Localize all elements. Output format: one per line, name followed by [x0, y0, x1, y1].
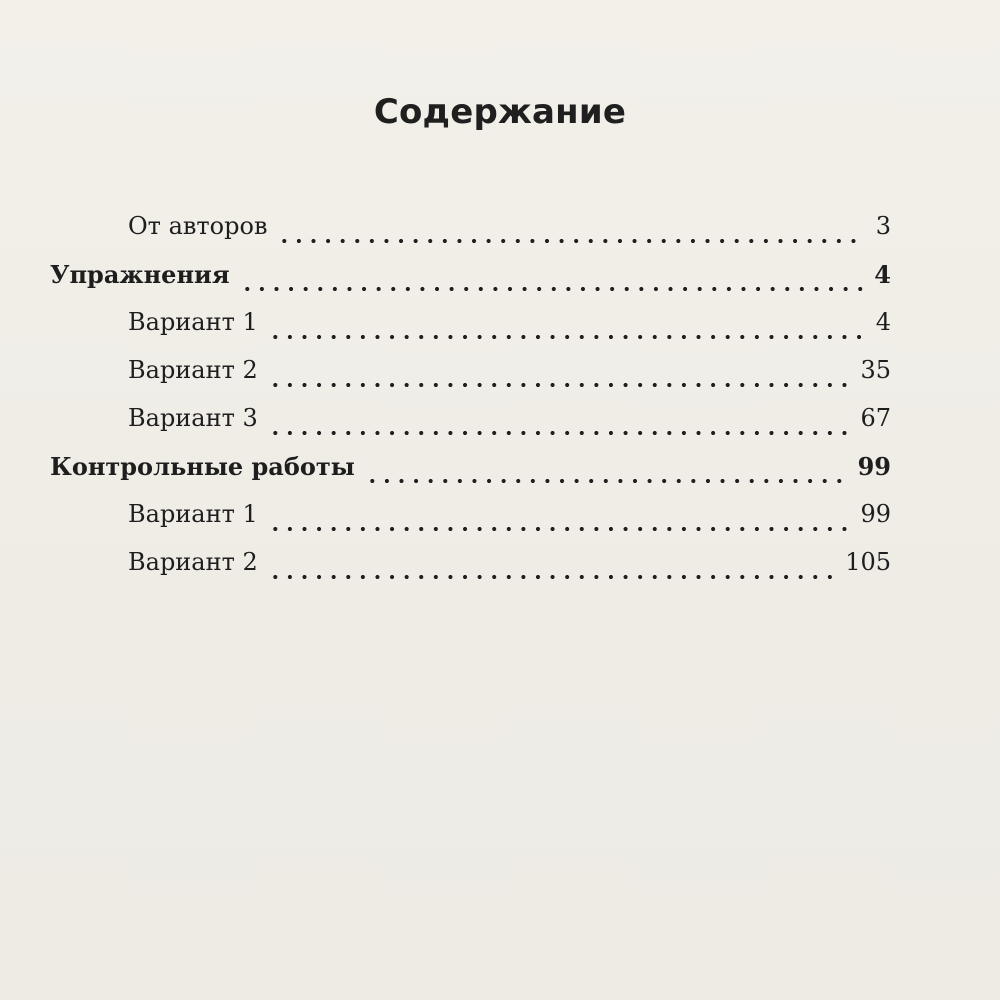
dot-leader: [268, 575, 835, 579]
dot-leader: [240, 287, 865, 291]
page-title: Содержание: [373, 92, 627, 132]
toc-entry-label: От авторов: [128, 212, 268, 240]
dot-leader: [268, 527, 851, 531]
toc-entry-page: 4: [875, 308, 891, 336]
toc-entry-label: Вариант 1: [128, 500, 258, 528]
toc-entry-page: 99: [857, 452, 891, 481]
toc-entry-page: 35: [860, 356, 891, 384]
toc-entry-label: Контрольные работы: [50, 452, 355, 481]
toc-entry-exercises-variant-2: [128, 356, 891, 396]
toc-entry-tests-variant-2: [128, 548, 891, 588]
toc-entry-label: Упражнения: [50, 260, 230, 289]
toc-entry-page: 99: [860, 500, 891, 528]
toc-entry-tests: [50, 452, 891, 492]
toc-entry-page: 3: [875, 212, 891, 240]
toc-entry-label: Вариант 2: [128, 356, 258, 384]
toc-entry-exercises-variant-1: [128, 308, 891, 348]
toc-entry-label: Вариант 3: [128, 404, 258, 432]
dot-leader: [268, 431, 851, 435]
toc-entry-tests-variant-1: [128, 500, 891, 540]
toc-entry-from-authors: [128, 212, 891, 252]
toc-entry-exercises-variant-3: [128, 404, 891, 444]
toc-entry-label: Вариант 1: [128, 308, 258, 336]
dot-leader: [365, 479, 848, 483]
dot-leader: [268, 383, 851, 387]
dot-leader: [268, 335, 866, 339]
dot-leader: [277, 239, 865, 243]
toc-entry-page: 4: [874, 260, 891, 289]
toc-entry-page: 67: [860, 404, 891, 432]
toc-entry-page: 105: [845, 548, 891, 576]
toc-entry-label: Вариант 2: [128, 548, 258, 576]
toc-entry-exercises: [50, 260, 891, 300]
